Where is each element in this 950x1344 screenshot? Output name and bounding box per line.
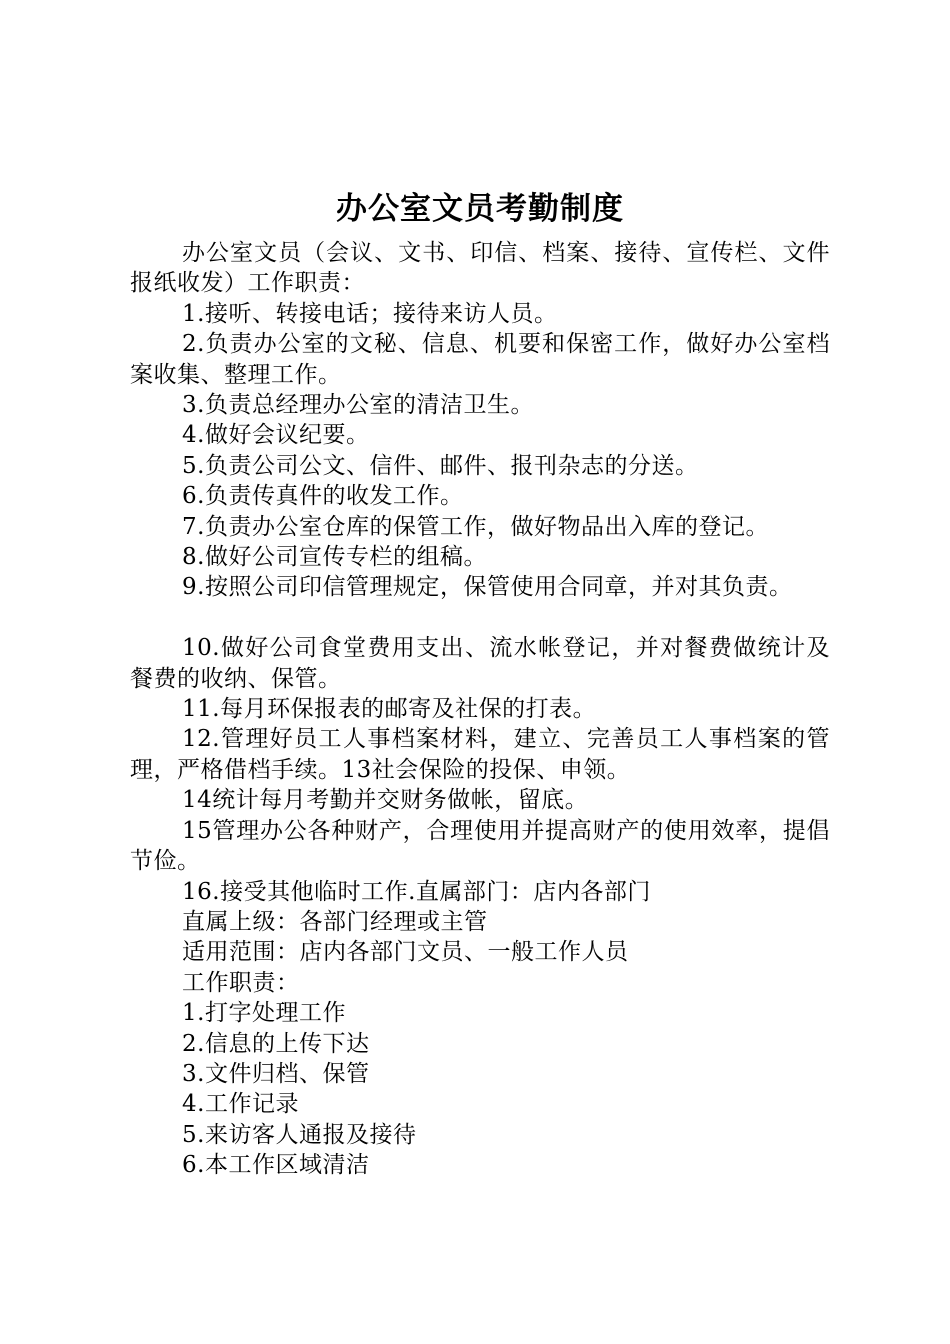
paragraph-item-1: 1.接听、转接电话；接待来访人员。 [182,300,558,327]
paragraph-item-15: 15管理办公各种财产，合理使用并提高财产的使用效率，提倡节俭。 [130,817,830,875]
paragraph-supervisor: 直属上级：各部门经理或主管 [182,908,488,935]
paragraph-item-9: 9.按照公司印信管理规定，保管使用合同章，并对其负责。 [182,574,793,601]
paragraph-duties-heading: 工作职责： [182,969,300,996]
paragraph-duty-6: 6.本工作区域清洁 [182,1152,370,1179]
paragraph-item-14: 14统计每月考勤并交财务做帐，留底。 [182,787,589,814]
blank-line [130,603,830,633]
document-title: 办公室文员考勤制度 [336,191,624,227]
paragraph-item-8: 8.做好公司宣传专栏的组稿。 [182,544,487,571]
document-page [130,186,830,1181]
paragraph-item-3: 3.负责总经理办公室的清洁卫生。 [182,392,534,419]
paragraph-duty-2: 2.信息的上传下达 [182,1030,370,1057]
paragraph-duty-5: 5.来访客人通报及接待 [182,1121,417,1148]
paragraph-item-10: 10.做好公司食堂费用支出、流水帐登记，并对餐费做统计及餐费的收纳、保管。 [130,635,830,692]
paragraph-scope: 适用范围：店内各部门文员、一般工作人员 [182,939,629,966]
paragraph-duty-3: 3.文件归档、保管 [182,1060,370,1087]
paragraph-duty-1: 1.打字处理工作 [182,1000,346,1027]
paragraph-item-12: 12.管理好员工人事档案材料，建立、完善员工人事档案的管理，严格借档手续。13社会保险的投保、申领。 [130,726,830,783]
paragraph-item-2: 2.负责办公室的文秘、信息、机要和保密工作，做好办公室档案收集、整理工作。 [130,331,830,388]
paragraph-item-4: 4.做好会议纪要。 [182,422,370,449]
paragraph-item-11: 11.每月环保报表的邮寄及社保的打表。 [182,696,597,723]
paragraph-item-5: 5.负责公司公文、信件、邮件、报刊杂志的分送。 [182,452,699,479]
paragraph-item-7: 7.负责办公室仓库的保管工作，做好物品出入库的登记。 [182,513,769,540]
paragraph-item-6: 6.负责传真件的收发工作。 [182,483,464,510]
paragraph-intro: 办公室文员（会议、文书、印信、档案、接待、宣传栏、文件报纸收发）工作职责： [130,240,830,297]
paragraph-duty-4: 4.工作记录 [182,1091,299,1118]
document-body [130,238,830,1181]
paragraph-item-16: 16.接受其他临时工作.直属部门：店内各部门 [182,878,651,905]
